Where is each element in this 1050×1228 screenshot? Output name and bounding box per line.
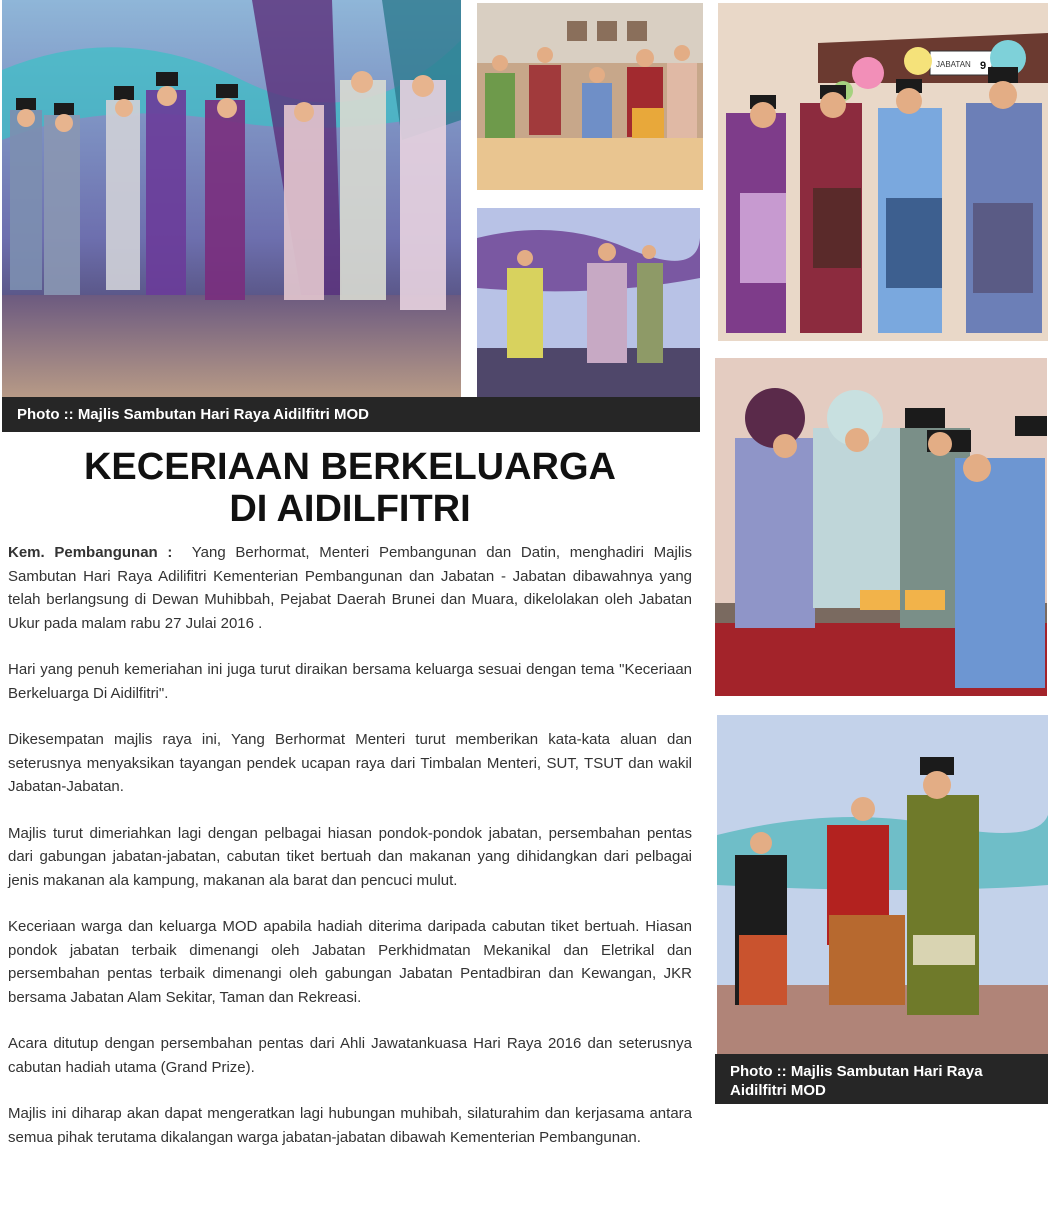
article-paragraph-4: Majlis turut dimeriahkan lagi dengan pelbagai hiasan pondok-pondok jabatan, persembahan pentas dari gabungan jabatan-jabatan, cabutan tiket bertuah dan makanan yang dihidangkan dari pelbagai jenis makanan ala kampung, makanan ala barat dan pencuci mulut.: [8, 824, 692, 889]
article-lead: Kem. Pembangunan :: [8, 544, 173, 561]
photo-caption-bottom-line1: Photo :: Majlis Sambutan Hari Raya: [730, 1063, 983, 1080]
article-paragraph-2: Hari yang penuh kemeriahan ini juga turut diraikan bersama keluarga sesuai dengan tema "Keceriaan Berkeluarga Di Aidilfitri".: [8, 661, 692, 702]
stage-group-illustration: [2, 0, 461, 397]
article-paragraph-1: [8, 541, 692, 635]
photo-stage-dance: [477, 208, 700, 397]
photo-caption-bottom-line2: Aidilfitri MOD: [730, 1082, 826, 1099]
photo-booth-group: [718, 3, 1048, 341]
article-title-line1: KECERIAAN BERKELUARGA: [83, 446, 617, 488]
photo-stage-group: [2, 0, 461, 397]
article-body: [8, 541, 692, 1172]
article-paragraph-3: Dikesempatan majlis raya ini, Yang Berhormat Menteri turut memberikan kata-kata aluan dan seterusnya menyaksikan tayangan pendek ucapan raya dari Timbalan Menteri, SUT, TSUT dan wakil Jabatan-Jabatan.: [8, 731, 692, 795]
article-paragraph-6: Acara ditutup dengan persembahan pentas dari Ahli Jawatankuasa Hari Raya 2016 dan seterusnya cabutan hadiah utama (Grand Prize).: [8, 1035, 692, 1076]
photo-prize-table: [477, 3, 703, 190]
booth-group-illustration: [718, 3, 1048, 341]
article-paragraph-1-text: Yang Berhormat, Menteri Pembangunan dan Datin, menghadiri Majlis Sambutan Hari Raya Adilifitri Kementerian Pembangunan dan Jabatan - Jabatan dibawahnya yang telah berlangsung di Dewan Muhibbah, Pejabat Daerah Brunei dan Muara, dikelolakan oleh Jabatan Ukur pada malam rabu 27 Julai 2016 .: [8, 544, 693, 632]
stage-dance-illustration: [477, 208, 700, 397]
photo-buffet: [715, 358, 1047, 696]
photo-caption-top: [2, 397, 700, 432]
booth-sign-text: JABATAN: [936, 60, 971, 69]
article-paragraph-7: Majlis ini diharap akan dapat mengeratkan lagi hubungan muhibah, silaturahim dan kerjasama antara semua pihak terutama dikalangan warga jabatan-jabatan dibawah Kementerian Pembangunan.: [8, 1105, 692, 1146]
article-paragraph-5: Keceriaan warga dan keluarga MOD apabila hadiah diterima daripada cabutan tiket bertuah. Hiasan pondok jabatan terbaik dimenangi oleh Jabatan Perkhidmatan Mekanikal dan Eletrikal dan persembahan pentas terbaik dimenangi oleh gabungan Jabatan Pentadbiran dan Kewangan, JKR bersama Jabatan Alam Sekitar, Taman dan Rekreasi.: [8, 918, 692, 1006]
buffet-illustration: [715, 358, 1047, 696]
article-title-line2: DI AIDILFITRI: [229, 488, 471, 530]
photo-caption-top-text: Photo :: Majlis Sambutan Hari Raya Aidilfitri MOD: [17, 406, 369, 423]
photo-caption-bottom: [715, 1054, 1048, 1104]
stage-mc-illustration: [717, 715, 1048, 1054]
prize-table-illustration: [477, 3, 703, 190]
photo-stage-mc: [717, 715, 1048, 1054]
article-title: [0, 446, 700, 530]
booth-number-text: 9: [980, 60, 987, 72]
